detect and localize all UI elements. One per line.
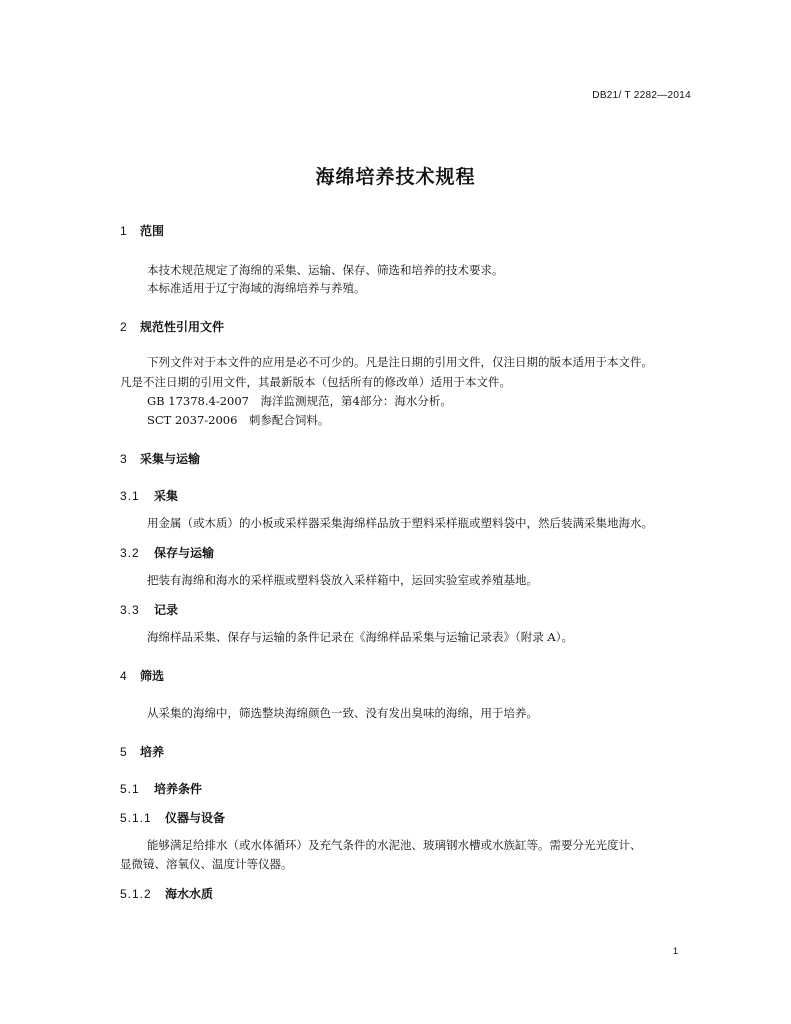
- section-title: 海水水质: [165, 887, 214, 901]
- section-number: 3.1: [120, 489, 140, 503]
- section-5-1-heading: [120, 780, 202, 797]
- section-title: 采集: [154, 489, 179, 503]
- section-2-paragraph-line-1: 下列文件对于本文件的应用是必不可少的。凡是注日期的引用文件，仅注日期的版本适用于本文件。: [147, 355, 653, 369]
- section-number: 5.1.2: [120, 887, 152, 901]
- section-title: 采集与运输: [140, 452, 201, 466]
- section-number: 5: [120, 745, 127, 759]
- section-4-heading: [120, 667, 164, 684]
- section-3-2-paragraph: 把装有海绵和海水的采样瓶或塑料袋放入采样箱中，运回实验室或养殖基地。: [147, 573, 538, 587]
- section-2-heading: [120, 318, 224, 335]
- section-number: 2: [120, 320, 127, 334]
- section-number: 1: [120, 224, 127, 238]
- section-5-1-1-heading: [120, 809, 225, 826]
- section-3-2-heading: [120, 544, 214, 561]
- section-number: 3: [120, 452, 127, 466]
- section-title: 范围: [140, 224, 165, 238]
- section-3-heading: [120, 450, 200, 467]
- section-title: 培养条件: [154, 782, 203, 796]
- section-title: 保存与运输: [154, 546, 215, 560]
- document-number: DB21/ T 2282—2014: [592, 90, 691, 101]
- section-number: 3.2: [120, 546, 140, 560]
- section-number: 5.1.1: [120, 811, 152, 825]
- section-1-paragraph-1: 本技术规范规定了海绵的采集、运输、保存、筛选和培养的技术要求。: [147, 263, 504, 277]
- section-number: 3.3: [120, 603, 140, 617]
- section-5-1-1-paragraph-line-1: 能够满足给排水（或水体循环）及充气条件的水泥池、玻璃钢水槽或水族缸等。需要分光光度计、: [147, 838, 642, 852]
- section-2-paragraph-line-2: 凡是不注日期的引用文件，其最新版本（包括所有的修改单）适用于本文件。: [120, 375, 511, 389]
- page-number: 1: [672, 946, 678, 956]
- reference-1: GB 17378.4-2007 海洋监测规范，第4部分：海水分析。: [147, 394, 452, 408]
- section-title: 仪器与设备: [165, 811, 226, 825]
- section-number: 5.1: [120, 782, 140, 796]
- section-number: 4: [120, 669, 127, 683]
- section-title: 筛选: [140, 669, 165, 683]
- section-1-heading: [120, 222, 164, 239]
- section-3-1-heading: [120, 487, 178, 504]
- section-1-paragraph-2: 本标准适用于辽宁海域的海绵培养与养殖。: [147, 281, 366, 295]
- section-5-heading: [120, 743, 164, 760]
- section-3-3-paragraph: 海绵样品采集、保存与运输的条件记录在《海绵样品采集与运输记录表》（附录 A）。: [147, 630, 573, 644]
- section-5-1-2-heading: [120, 885, 213, 902]
- section-title: 培养: [140, 745, 165, 759]
- section-4-paragraph: 从采集的海绵中，筛选整块海绵颜色一致、没有发出臭味的海绵，用于培养。: [147, 706, 538, 720]
- section-5-1-1-paragraph-line-2: 显微镜、溶氧仪、温度计等仪器。: [120, 857, 293, 871]
- section-title: 规范性引用文件: [140, 320, 225, 334]
- page-title: 海绵培养技术规程: [315, 166, 476, 188]
- section-3-3-heading: [120, 601, 178, 618]
- reference-2: SCT 2037-2006 刺参配合饲料。: [147, 413, 330, 427]
- section-title: 记录: [154, 603, 179, 617]
- section-3-1-paragraph: 用金属（或木质）的小板或采样器采集海绵样品放于塑料采样瓶或塑料袋中，然后装满采集地海水。: [147, 516, 653, 530]
